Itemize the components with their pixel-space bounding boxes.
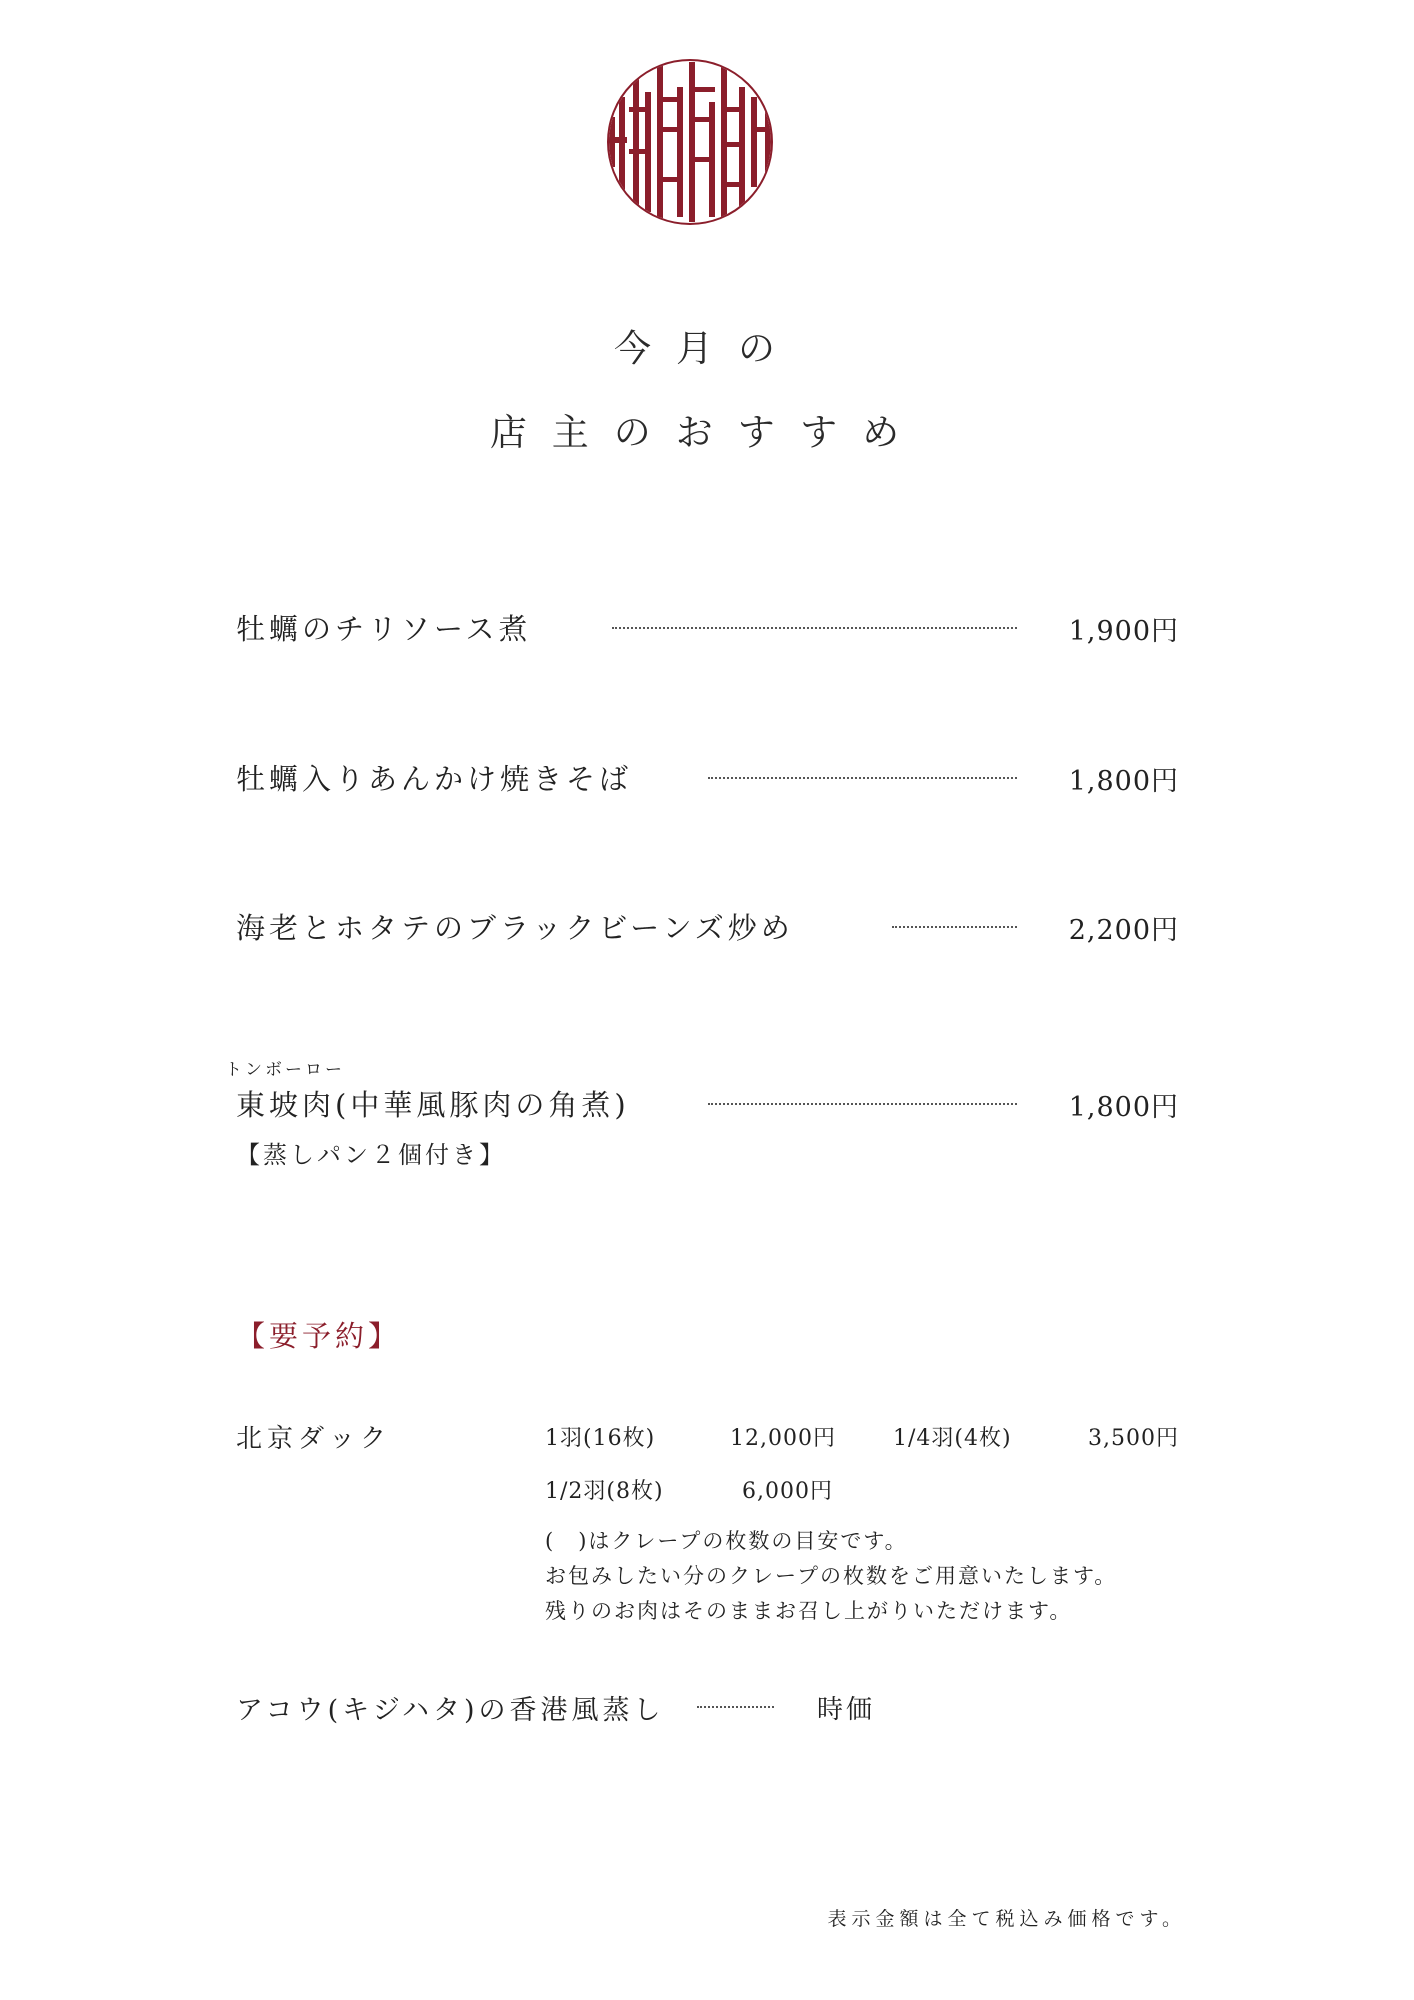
- peking-note: ( )はクレープの枚数の目安です。: [545, 1529, 908, 1553]
- peking-option-label: 1/4羽(4枚): [893, 1426, 1012, 1451]
- peking-option-price: 12,000円: [730, 1426, 836, 1451]
- peking-note: お包みしたい分のクレープの枚数をご用意いたします。: [545, 1564, 1118, 1588]
- menu-item-price: 時価: [817, 1695, 876, 1725]
- peking-note: 残りのお肉はそのままお召し上がりいただけます。: [545, 1599, 1073, 1623]
- dotted-leader: [697, 1706, 774, 1708]
- dotted-leader: [708, 1103, 1017, 1105]
- page-title-line2: 店主のおすすめ: [489, 411, 925, 454]
- peking-option-label: 1/2羽(8枚): [545, 1479, 664, 1504]
- menu-item-subtext: 【蒸しパン２個付き】: [236, 1141, 506, 1169]
- page-title-line1: 今月の: [614, 327, 800, 370]
- reservation-heading: 【要予約】: [236, 1319, 402, 1353]
- peking-option-price: 6,000円: [742, 1479, 833, 1504]
- peking-option-label: 1羽(16枚): [545, 1426, 656, 1451]
- seal-logo: [605, 57, 775, 227]
- tax-note: 表示金額は全て税込み価格です。: [827, 1908, 1186, 1930]
- peking-option-price: 3,500円: [1088, 1426, 1179, 1451]
- menu-item-name: 牡蠣のチリソース煮: [236, 612, 532, 646]
- menu-item-name: 東坡肉(中華風豚肉の角煮): [236, 1088, 630, 1122]
- dotted-leader: [612, 627, 1017, 629]
- menu-item-price: 1,800円: [1068, 766, 1179, 797]
- menu-item-price: 1,900円: [1068, 616, 1179, 647]
- menu-item-name: 牡蠣入りあんかけ焼きそば: [236, 762, 633, 796]
- menu-item-price: 2,200円: [1068, 915, 1179, 946]
- menu-item-name: 海老とホタテのブラックビーンズ炒め: [236, 911, 794, 945]
- peking-duck-name: 北京ダック: [236, 1424, 392, 1454]
- dotted-leader: [892, 926, 1017, 928]
- menu-item-ruby: トンボーロー: [225, 1060, 345, 1080]
- dotted-leader: [708, 777, 1017, 779]
- menu-item-name: アコウ(キジハタ)の香港風蒸し: [236, 1695, 665, 1726]
- menu-item-price: 1,800円: [1068, 1092, 1179, 1123]
